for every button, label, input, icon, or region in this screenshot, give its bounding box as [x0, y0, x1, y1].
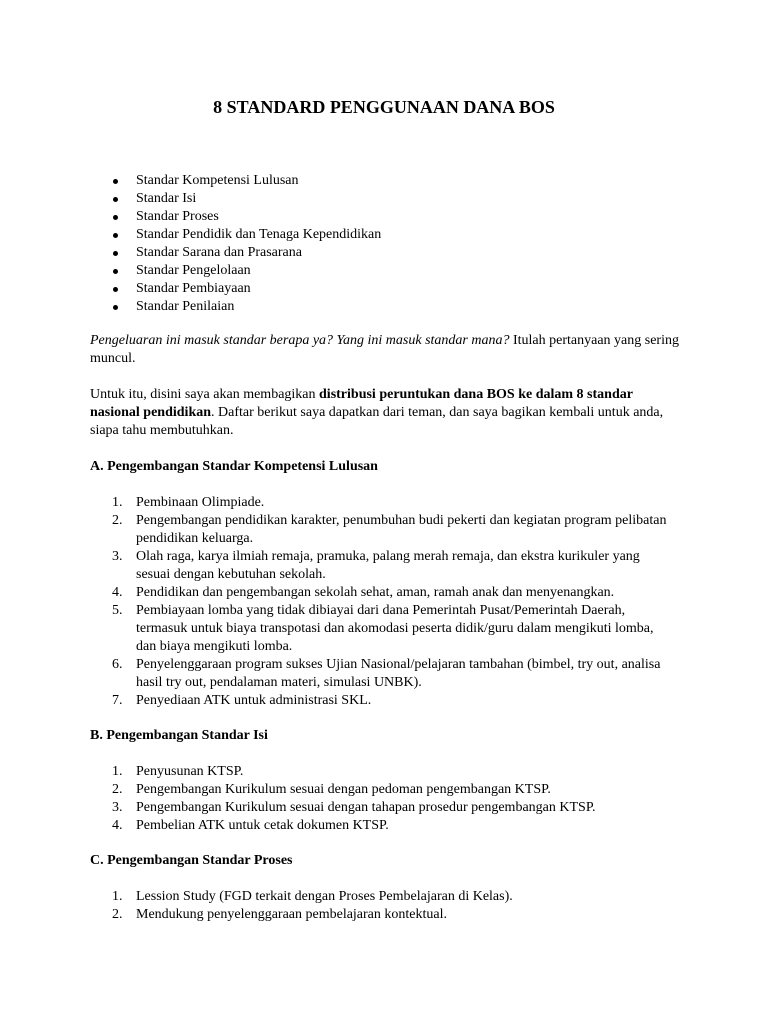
list-item: 1. Lession Study (FGD terkait dengan Proses Pembelajaran di Kelas).	[112, 889, 513, 904]
section-b-heading: B. Pengembangan Standar Isi	[90, 728, 268, 743]
bullet-icon	[113, 269, 118, 274]
list-item: Standar Proses	[90, 208, 381, 226]
list-item: Standar Penilaian	[90, 298, 381, 316]
intro-paragraph	[90, 332, 680, 368]
section-c-list	[90, 888, 670, 924]
list-item: 3. Olah raga, karya ilmiah remaja, pramuka, palang merah remaja, dan ekstra kurikuler yang sesuai dengan kebutuhan sekolah.	[112, 549, 640, 582]
intro-rest: Itulah pertanyaan yang sering muncul.	[90, 333, 679, 366]
section-a-heading: A. Pengembangan Standar Kompetensi Lulusan	[90, 459, 378, 474]
section-b-list	[90, 763, 670, 835]
list-item: 2. Mendukung penyelenggaraan pembelajaran kontektual.	[112, 907, 447, 922]
list-item: Standar Pengelolaan	[90, 262, 381, 280]
list-item: 1. Penyusunan KTSP.	[112, 764, 244, 779]
list-item: 2. Pengembangan pendidikan karakter, penumbuhan budi pekerti dan kegiatan program pelibatan pendidikan keluarga.	[112, 513, 667, 546]
list-item: Standar Sarana dan Prasarana	[90, 244, 381, 262]
list-item: 1. Pembinaan Olimpiade.	[112, 495, 265, 510]
bullet-icon	[113, 197, 118, 202]
list-item: 4. Pendidikan dan pengembangan sekolah sehat, aman, ramah anak dan menyenangkan.	[112, 585, 615, 600]
section-a-list	[90, 494, 670, 710]
document-title: 8 STANDARD PENGGUNAAN DANA BOS	[213, 97, 555, 117]
list-item: Standar Kompetensi Lulusan	[90, 172, 381, 190]
standards-bullet-list	[90, 172, 381, 316]
intro-question: Pengeluaran ini masuk standar berapa ya? Yang ini masuk standar mana?	[90, 333, 510, 348]
bullet-icon	[113, 233, 118, 238]
list-item: 6. Penyelenggaraan program sukses Ujian Nasional/pelajaran tambahan (bimbel, try out, analisa hasil try out, pendalaman materi, simulasi UNBK).	[112, 657, 661, 690]
section-c-heading: C. Pengembangan Standar Proses	[90, 853, 293, 868]
distribution-paragraph: Untuk itu, disini saya akan membagikan distribusi peruntukan dana BOS ke dalam 8 standar nasional pendidikan. Daftar berikut saya dapatkan dari teman, dan saya bagikan kembali untuk anda, siapa tahu membutuhkan.	[90, 387, 664, 438]
bullet-icon	[113, 251, 118, 256]
bullet-icon	[113, 305, 118, 310]
list-item: Standar Isi	[90, 190, 381, 208]
list-item: 7. Penyediaan ATK untuk administrasi SKL.	[112, 693, 372, 708]
bullet-icon	[113, 215, 118, 220]
list-item: Standar Pembiayaan	[90, 280, 381, 298]
list-item: 5. Pembiayaan lomba yang tidak dibiayai dari dana Pemerintah Pusat/Pemerintah Daerah, termasuk untuk biaya transpotasi dan akomodasi peserta didik/guru dalam mengikuti lomba, dan biaya mengikuti lomba.	[112, 603, 654, 654]
list-item: 4. Pembelian ATK untuk cetak dokumen KTSP.	[112, 818, 389, 833]
bullet-icon	[113, 179, 118, 184]
bullet-icon	[113, 287, 118, 292]
list-item: 3. Pengembangan Kurikulum sesuai dengan tahapan prosedur pengembangan KTSP.	[112, 800, 596, 815]
list-item: 2. Pengembangan Kurikulum sesuai dengan pedoman pengembangan KTSP.	[112, 782, 551, 797]
list-item: Standar Pendidik dan Tenaga Kependidikan	[90, 226, 381, 244]
emphasis-text: distribusi peruntukan dana BOS ke dalam 8 standar nasional pendidikan	[90, 387, 633, 420]
